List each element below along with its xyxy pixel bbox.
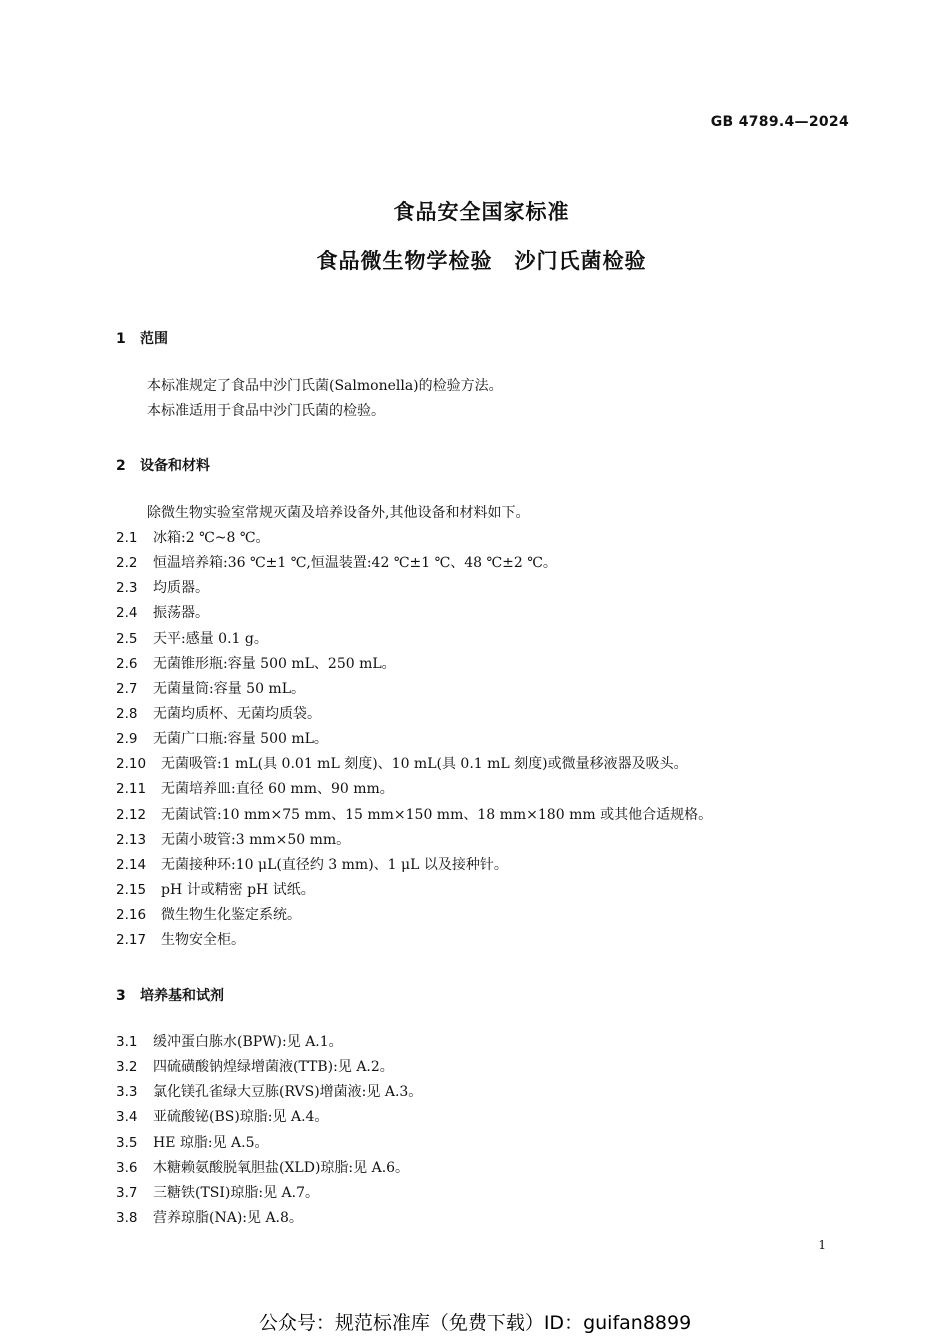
list-item: 3.8 营养琼脂(NA):见 A.8。 (116, 1209, 303, 1226)
section-number: 2 (116, 458, 126, 474)
list-item: 2.7 无菌量筒:容量 50 mL。 (116, 680, 306, 697)
list-item: 2.6 无菌锥形瓶:容量 500 mL、250 mL。 (116, 655, 396, 672)
list-item: 3.5 HE 琼脂:见 A.5。 (116, 1134, 269, 1151)
page-number: 1 (818, 1238, 826, 1252)
section-number: 3 (116, 988, 126, 1004)
list-item: 2.17 生物安全柜。 (116, 932, 245, 949)
section-title: 培养基和试剂 (140, 988, 224, 1004)
paragraph: 除微生物实验室常规灭菌及培养设备外,其他设备和材料如下。 (147, 505, 530, 521)
section-2-items (116, 526, 712, 953)
section-1-heading (116, 328, 168, 348)
list-item: 2.3 均质器。 (116, 580, 209, 597)
document-title-line2: 食品微生物学检验 沙门氏菌检验 (316, 249, 647, 273)
document-title-line1: 食品安全国家标准 (393, 200, 570, 224)
list-item: 3.4 亚硫酸铋(BS)琼脂:见 A.4。 (116, 1109, 329, 1126)
list-item: 2.13 无菌小玻管:3 mm×50 mm。 (116, 831, 351, 848)
list-item: 2.9 无菌广口瓶:容量 500 mL。 (116, 731, 328, 748)
list-item: 2.11 无菌培养皿:直径 60 mm、90 mm。 (116, 781, 394, 798)
list-item: 3.7 三糖铁(TSI)琼脂:见 A.7。 (116, 1184, 320, 1201)
list-item: 2.15 pH 计或精密 pH 试纸。 (116, 881, 315, 898)
list-item: 2.5 天平:感量 0.1 g。 (116, 630, 268, 647)
section-number: 1 (116, 331, 126, 347)
list-item: 2.14 无菌接种环:10 μL(直径约 3 mm)、1 μL 以及接种针。 (116, 856, 508, 873)
list-item: 3.2 四硫磺酸钠煌绿增菌液(TTB):见 A.2。 (116, 1059, 394, 1076)
list-item: 2.8 无菌均质杯、无菌均质袋。 (116, 705, 321, 722)
list-item: 3.1 缓冲蛋白胨水(BPW):见 A.1。 (116, 1034, 343, 1050)
paragraph: 本标准适用于食品中沙门氏菌的检验。 (147, 403, 385, 419)
section-1-body (147, 374, 503, 424)
list-item: 2.1 冰箱:2 ℃~8 ℃。 (116, 530, 270, 546)
list-item: 2.12 无菌试管:10 mm×75 mm、15 mm×150 mm、18 mm×180 mm 或其他合适规格。 (116, 806, 713, 823)
list-item: 3.3 氯化镁孔雀绿大豆胨(RVS)增菌液:见 A.3。 (116, 1084, 423, 1101)
section-3-items (116, 1030, 422, 1231)
paragraph: 本标准规定了食品中沙门氏菌(Salmonella)的检验方法。 (147, 378, 503, 394)
standard-code: GB 4789.4—2024 (710, 114, 849, 130)
footer-watermark-text: 公众号：规范标准库（免费下载）ID：guifan8899 (258, 1312, 692, 1334)
section-title: 范围 (140, 331, 168, 347)
section-2-intro (147, 501, 529, 526)
section-3-heading (116, 985, 224, 1005)
list-item: 2.4 振荡器。 (116, 605, 209, 622)
list-item: 2.16 微生物生化鉴定系统。 (116, 907, 301, 924)
section-title: 设备和材料 (140, 458, 210, 474)
list-item: 3.6 木糖赖氨酸脱氧胆盐(XLD)琼脂:见 A.6。 (116, 1159, 410, 1176)
section-2-heading (116, 455, 210, 475)
list-item: 2.10 无菌吸管:1 mL(具 0.01 mL 刻度)、10 mL(具 0.1 mL 刻度)或微量移液器及吸头。 (116, 756, 688, 773)
list-item: 2.2 恒温培养箱:36 ℃±1 ℃,恒温装置:42 ℃±1 ℃、48 ℃±2 ℃。 (116, 555, 557, 572)
